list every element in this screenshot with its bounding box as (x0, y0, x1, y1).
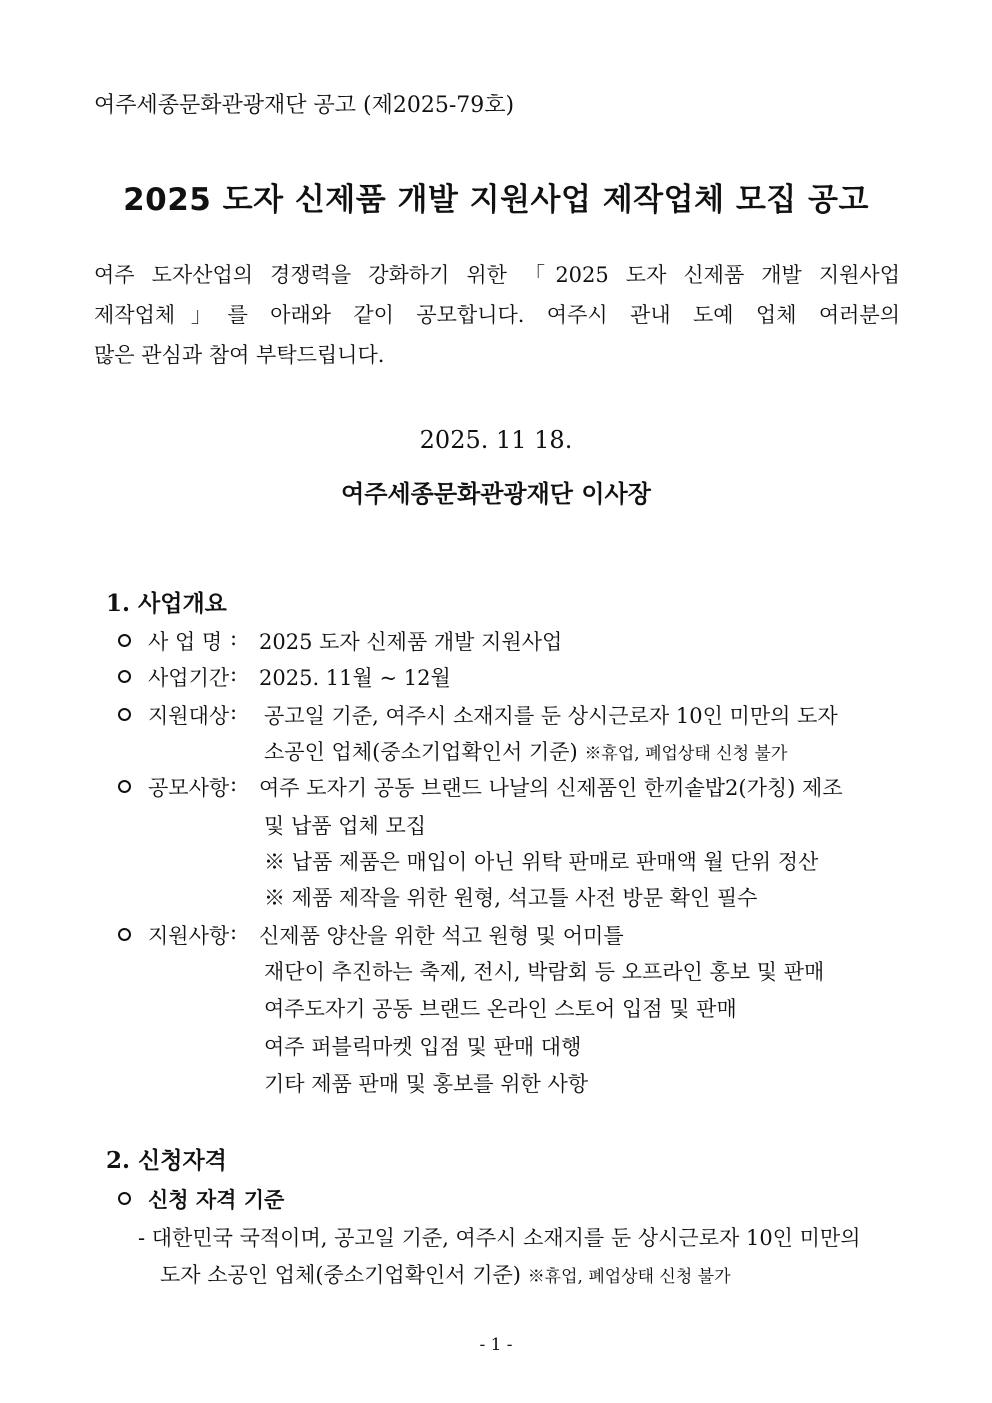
eligibility-subtitle: 신청 자격 기준 (148, 1187, 285, 1212)
item-label: 지원사항 (148, 924, 230, 948)
page-title: 2025 도자 신제품 개발 지원사업 제작업체 모집 공고 (123, 182, 869, 218)
notice-number: 여주세종문화관광재단 공고 (제2025-79호) (94, 93, 515, 118)
issuer-name: 여주세종문화관광재단 이사장 (341, 479, 651, 508)
eligibility-line: - 대한민국 국적이며, 공고일 기준, 여주시 소재지를 둔 상시근로자 10인 미만의 (138, 1226, 861, 1250)
page-number: - 1 - (479, 1335, 513, 1355)
section-1-title: 1. 사업개요 (106, 590, 227, 617)
item-value-continued: 및 납품 업체 모집 (264, 814, 427, 838)
item-label: 사 업 명 (148, 630, 223, 654)
item-value: 2025. 11월 ~ 12월 (259, 666, 451, 690)
notice-date: 2025. 11 18. (419, 426, 573, 454)
item-value-continued: 여주도자기 공동 브랜드 온라인 스토어 입점 및 판매 (264, 997, 737, 1021)
intro-line: 제작업체」를 아래와 같이 공모합니다. 여주시 관내 도예 업체 여러분의 (94, 303, 900, 327)
item-value-continued: 소공인 업체(중소기업확인서 기준) ※휴업, 폐업상태 신청 불가 (264, 740, 788, 764)
item-value: 공고일 기준, 여주시 소재지를 둔 상시근로자 10인 미만의 도자 (264, 704, 838, 728)
circle-bullet-icon (118, 1192, 131, 1205)
intro-line: 많은 관심과 참여 부탁드립니다. (94, 343, 385, 367)
item-note: ※휴업, 폐업상태 신청 불가 (584, 744, 788, 764)
item-label: 사업기간 (148, 666, 230, 690)
item-note: ※ 납품 제품은 매입이 아닌 위탁 판매로 판매액 월 단위 정산 (264, 850, 819, 874)
intro-line: 여주 도자산업의 경쟁력을 강화하기 위한 「2025 도자 신제품 개발 지원사업 (94, 263, 900, 287)
eligibility-note: ※휴업, 폐업상태 신청 불가 (527, 1267, 731, 1287)
circle-bullet-icon (118, 634, 131, 647)
eligibility-line: 도자 소공인 업체(중소기업확인서 기준) ※휴업, 폐업상태 신청 불가 (160, 1263, 731, 1287)
item-value: 2025 도자 신제품 개발 지원사업 (259, 630, 563, 654)
item-label: 공모사항 (148, 776, 230, 800)
intro-paragraph (94, 255, 900, 375)
circle-bullet-icon (118, 670, 131, 683)
circle-bullet-icon (118, 780, 131, 793)
circle-bullet-icon (118, 928, 131, 941)
item-note: ※ 제품 제작을 위한 원형, 석고틀 사전 방문 확인 필수 (264, 886, 758, 910)
item-value: 여주 도자기 공동 브랜드 나날의 신제품인 한끼솥밥2(가칭) 제조 (259, 776, 843, 800)
item-value-continued: 재단이 추진하는 축제, 전시, 박람회 등 오프라인 홍보 및 판매 (264, 960, 825, 984)
section-2-title: 2. 신청자격 (106, 1147, 227, 1174)
item-label: 지원대상 (148, 704, 230, 728)
item-value-continued: 기타 제품 판매 및 홍보를 위한 사항 (264, 1072, 589, 1096)
item-value: 신제품 양산을 위한 석고 원형 및 어미틀 (259, 924, 624, 948)
item-value-continued: 여주 퍼블릭마켓 입점 및 판매 대행 (264, 1035, 582, 1059)
circle-bullet-icon (118, 708, 131, 721)
